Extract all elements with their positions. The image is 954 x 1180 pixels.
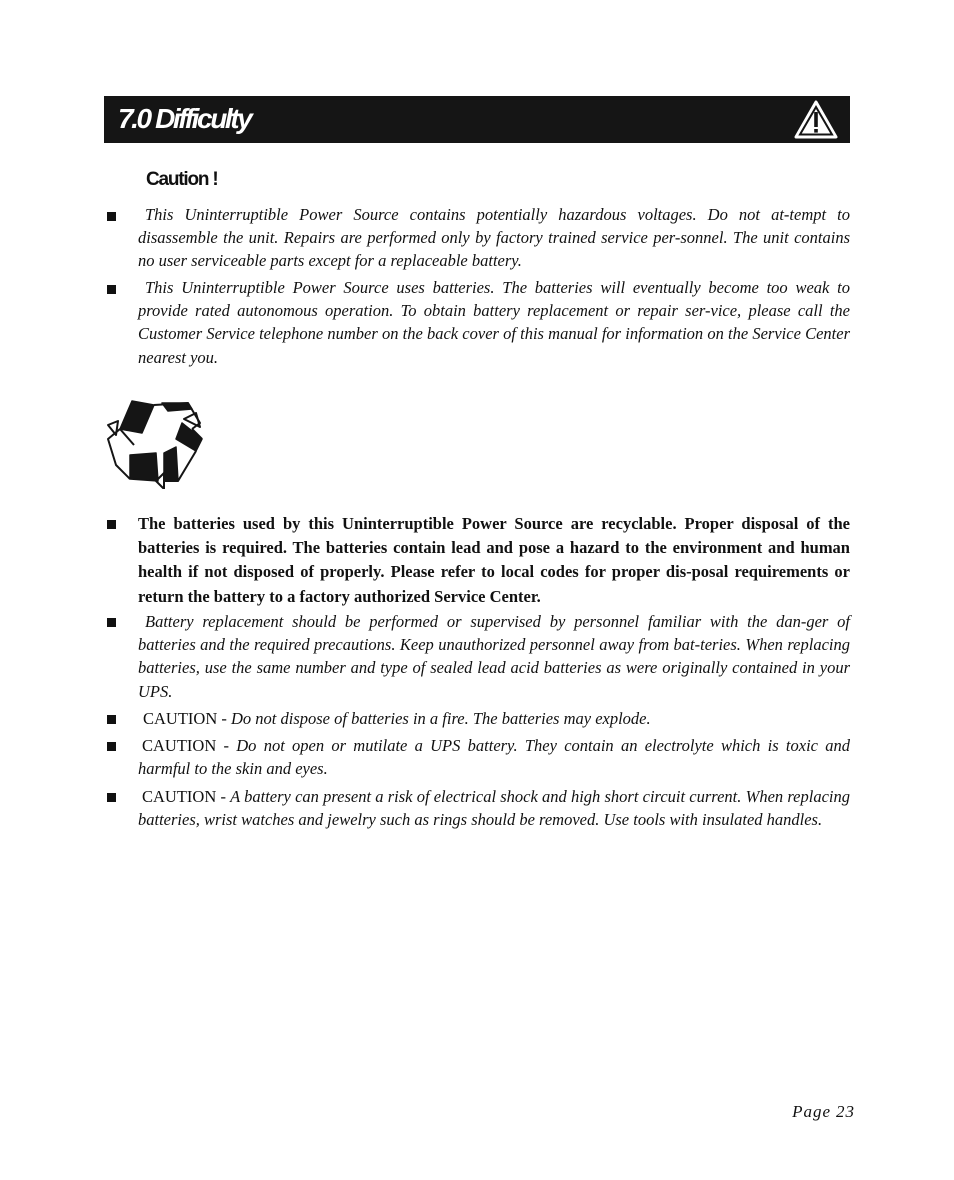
caution-fire-item [138, 707, 850, 730]
page-number-value: 23 [836, 1102, 855, 1121]
caution-shock-text: A battery can present a risk of electrical shock and high short circuit current. When replacing batteries, wrist watches and jewelry such as rings should be removed. Use tools with insulated handles. [138, 787, 850, 830]
caution-heading: Caution ! [146, 169, 218, 190]
bullet-square-icon [107, 715, 116, 724]
page-label: Page [792, 1102, 831, 1121]
caution-electrolyte-item [138, 734, 850, 780]
bullet-square-icon [107, 285, 116, 294]
page-number [787, 1102, 855, 1122]
bullet-square-icon [107, 520, 116, 529]
bullet-square-icon [107, 742, 116, 751]
caution-label: CAUTION - [143, 709, 231, 728]
caution-electrolyte-text: Do not open or mutilate a UPS battery. They contain an electrolyte which is toxic and harmful to the skin and eyes. [138, 736, 850, 779]
section-title: 7.0 Difficulty [118, 103, 251, 134]
section-header-bar [104, 96, 850, 143]
bullet-square-icon [107, 212, 116, 221]
caution-label: CAUTION - [142, 787, 231, 806]
caution-shock-item [138, 785, 850, 831]
recycle-text-proper-disposal: The batteries used by this Uninterruptible Power Source are recyclable. Proper disposal of the batteries is required. The batteries contain lead and pose a hazard to the environment and human health if not disposed of properly. Please refer to local codes for proper dis-posal requirements or return the battery to a factory authorized Service Center. [138, 514, 850, 606]
caution-text-battery-replacement: This Uninterruptible Power Source uses batteries. The batteries will eventually become too weak to provide rated autonomous operation. To obtain battery replacement or repair ser-vice, please call the Customer Service telephone number on the back cover of this manual for information on the Service Center nearest you. [138, 278, 850, 367]
bullet-square-icon [107, 793, 116, 802]
recycle-icon [104, 395, 204, 489]
bullet-square-icon [107, 618, 116, 627]
warning-triangle-icon [793, 99, 839, 140]
recycle-text-supervised-replacement: Battery replacement should be performed or supervised by personnel familiar with the dan-ger of batteries and the required precautions. Keep unauthorized personnel away from bat-teries. When replacing batteries, use the same number and type of sealed lead acid batteries as were originally contained in your UPS. [138, 612, 850, 701]
caution-text-hazardous-voltage: This Uninterruptible Power Source contains potentially hazardous voltages. Do not at-tempt to disassemble the unit. Repairs are performed only by factory trained service per-sonnel. The unit contains no user serviceable parts except for a replaceable battery. [138, 205, 850, 271]
caution-label: CAUTION - [142, 736, 237, 755]
caution-fire-text: Do not dispose of batteries in a fire. The batteries may explode. [231, 709, 651, 728]
